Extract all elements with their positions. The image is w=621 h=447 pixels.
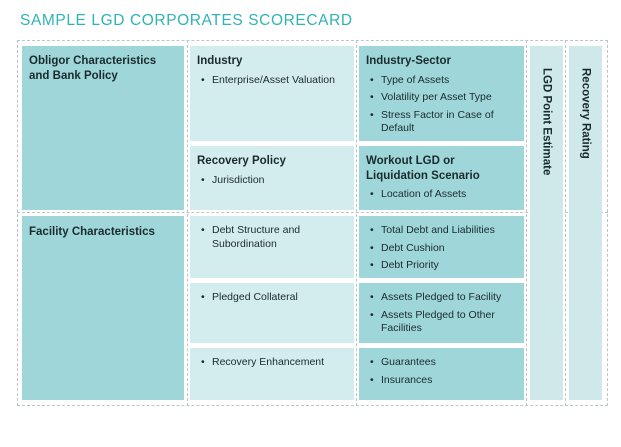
recovery-enhancement-list — [197, 356, 348, 370]
industry-sector-heading: Industry-Sector — [366, 55, 451, 67]
recovery-rating-label: Recovery Rating — [579, 68, 592, 159]
debt-details-cell — [359, 216, 524, 278]
list-item: • Enterprise/Asset Valuation — [197, 74, 348, 88]
list-item: • Type of Assets — [366, 74, 518, 88]
industry-heading: Industry — [197, 55, 243, 67]
guarantees-list — [366, 356, 518, 387]
list-item: • Assets Pledged to Facility — [366, 291, 518, 305]
debt-details-list — [366, 224, 518, 273]
industry-sector-list — [366, 74, 518, 136]
list-item: • Stress Factor in Case of Default — [366, 109, 518, 136]
industry-sector-cell — [359, 46, 524, 141]
recovery-policy-list — [197, 174, 348, 188]
workout-lgd-cell — [359, 146, 524, 210]
lgd-point-estimate-label: LGD Point Estimate — [540, 68, 553, 176]
pledged-collateral-list — [197, 291, 348, 305]
column-divider — [356, 40, 357, 406]
list-item: • Volatility per Asset Type — [366, 91, 518, 105]
column-divider — [187, 40, 188, 406]
column-divider — [526, 40, 527, 406]
list-item: • Insurances — [366, 374, 518, 388]
recovery-rating-column — [569, 46, 602, 400]
lgd-point-estimate-column — [530, 46, 563, 400]
assets-pledged-list — [366, 291, 518, 336]
list-item: • Assets Pledged to Other Facilities — [366, 309, 518, 336]
workout-list — [366, 188, 518, 202]
row-divider — [17, 212, 608, 213]
list-item: • Pledged Collateral — [197, 291, 348, 305]
facility-heading: Facility Characteristics — [29, 226, 155, 238]
guarantees-cell — [359, 348, 524, 400]
industry-cell — [190, 46, 354, 141]
pledged-collateral-cell — [190, 283, 354, 343]
recovery-policy-heading: Recovery Policy — [197, 155, 286, 167]
list-item: • Debt Cushion — [366, 242, 518, 256]
recovery-enhancement-cell — [190, 348, 354, 400]
debt-structure-list — [197, 224, 348, 251]
facility-characteristics-cell — [22, 216, 184, 400]
debt-structure-cell — [190, 216, 354, 278]
list-item: • Debt Structure and Subordination — [197, 224, 348, 251]
column-divider — [565, 40, 566, 406]
obligor-characteristics-cell — [22, 46, 184, 210]
industry-list — [197, 74, 348, 88]
scorecard-title: SAMPLE LGD CORPORATES SCORECARD — [20, 12, 353, 29]
recovery-policy-cell — [190, 146, 354, 210]
assets-pledged-cell — [359, 283, 524, 343]
list-item: • Location of Assets — [366, 188, 518, 202]
list-item: • Jurisdiction — [197, 174, 348, 188]
list-item: • Total Debt and Liabilities — [366, 224, 518, 238]
obligor-heading: Obligor Characteristics and Bank Policy — [29, 55, 157, 82]
list-item: • Guarantees — [366, 356, 518, 370]
workout-heading: Workout LGD or Liquidation Scenario — [366, 155, 480, 182]
list-item: • Recovery Enhancement — [197, 356, 348, 370]
list-item: • Debt Priority — [366, 259, 518, 273]
